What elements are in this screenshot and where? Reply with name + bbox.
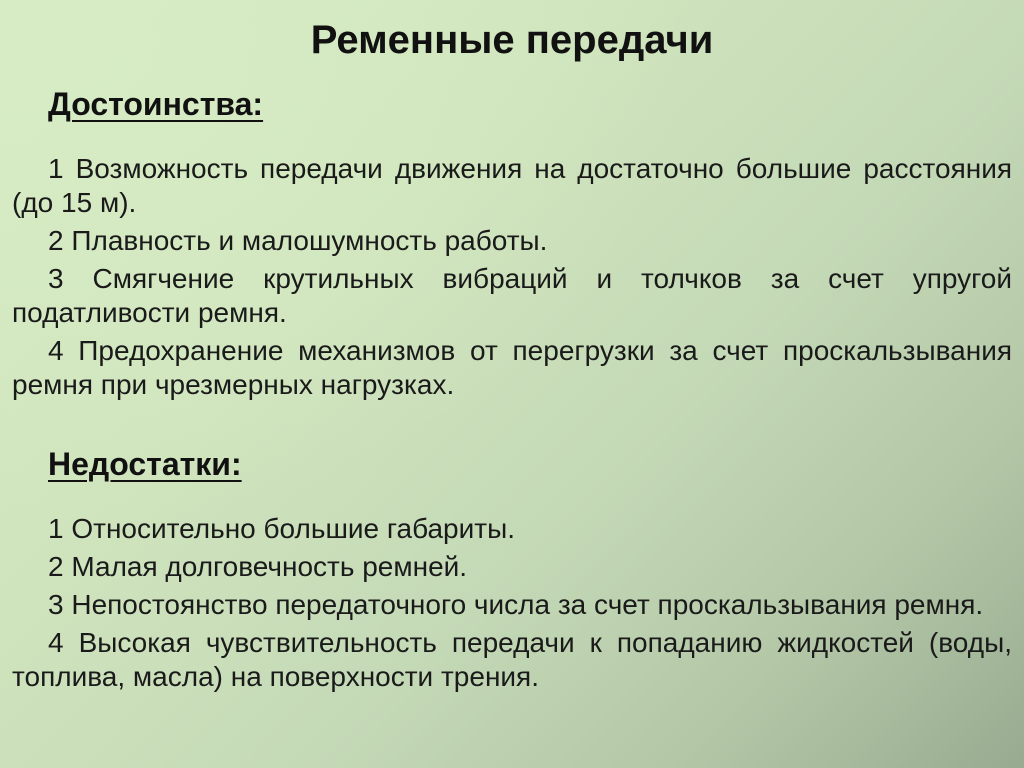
disadvantage-item-1: 1 Относительно большие габариты. (48, 513, 515, 544)
disadvantages-heading: Недостатки: (48, 446, 242, 482)
advantage-item-2: 2 Плавность и малошумность работы. (48, 225, 548, 256)
disadvantage-item-3: 3 Непостоянство передаточного числа за счет проскальзывания ремня. (48, 589, 984, 620)
disadvantages-list (12, 512, 1012, 698)
advantage-item-4: 4 Предохранение механизмов от перегрузки за счет проскальзывания ремня при чрезмерных нагрузках. (12, 335, 1012, 400)
advantage-item-3: 3 Смягчение крутильных вибраций и толчков за счет упругой податливости ремня. (12, 263, 1012, 328)
advantage-item-1: 1 Возможность передачи движения на достаточно большие расстояния (до 15 м). (12, 153, 1012, 218)
disadvantage-item-4: 4 Высокая чувствительность передачи к попаданию жидкостей (воды, топлива, масла) на поверхности трения. (12, 627, 1012, 692)
disadvantage-item-2: 2 Малая долговечность ремней. (48, 551, 468, 582)
advantages-heading: Достоинства: (48, 86, 264, 122)
advantages-list (12, 152, 1012, 406)
slide-title: Ременные передачи (310, 18, 714, 62)
